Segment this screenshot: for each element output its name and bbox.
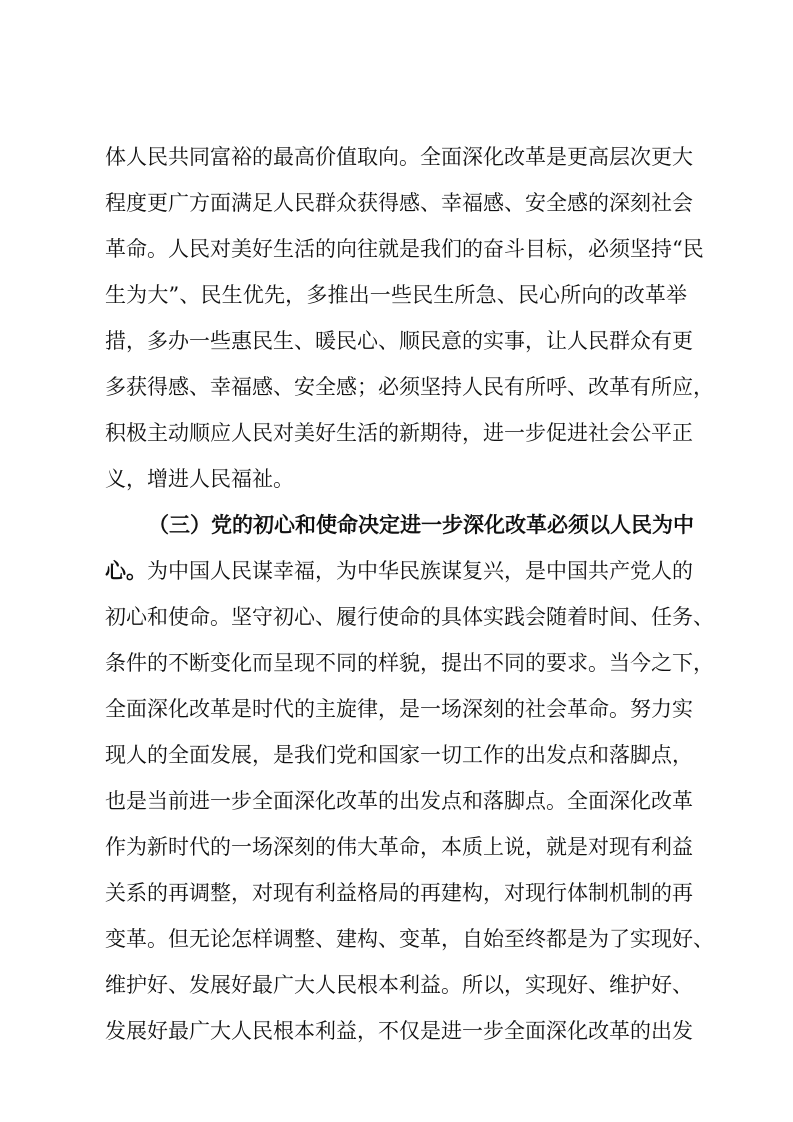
body-text-line: 作为新时代的一场深刻的伟大革命，本质上说，就是对现有利益 [105,835,693,859]
body-text-line: 多获得感、幸福感、安全感；必须坚持人民有所呼、改革有所应， [105,375,714,399]
body-text-line: 生为大”、民生优先，多推出一些民生所急、民心所向的改革举 [105,283,687,307]
body-text-line: 初心和使命。坚守初心、履行使命的具体实践会随着时间、任务、 [105,605,714,629]
body-text-line: 全面深化改革是时代的主旋律，是一场深刻的社会革命。努力实 [105,697,693,721]
body-text-line: 革命。人民对美好生活的向往就是我们的奋斗目标，必须坚持“民 [105,237,704,261]
body-text-line: 条件的不断变化而呈现不同的样貌，提出不同的要求。当今之下， [105,651,714,675]
body-text-line: 变革。但无论怎样调整、建构、变革，自始至终都是为了实现好、 [105,927,714,951]
body-text-line: 体人民共同富裕的最高价值取向。全面深化改革是更高层次更大 [105,145,693,169]
body-text-line: 维护好、发展好最广大人民根本利益。所以，实现好、维护好、 [105,973,693,997]
body-text-line: 也是当前进一步全面深化改革的出发点和落脚点。全面深化改革 [105,789,693,813]
body-text-line: 现人的全面发展，是我们党和国家一切工作的出发点和落脚点， [105,743,693,767]
body-text-line: 义，增进人民福祉。 [105,467,294,491]
body-text-line [105,551,693,591]
body-text-line: 程度更广方面满足人民群众获得感、幸福感、安全感的深刻社会 [105,191,693,215]
body-text-segment: 为中国人民谋幸福，为中华民族谋复兴，是中国共产党人的 [147,559,693,583]
body-text-line: 积极主动顺应人民对美好生活的新期待，进一步促进社会公平正 [105,421,693,445]
body-text-line: 关系的再调整，对现有利益格局的再建构，对现行体制机制的再 [105,881,693,905]
section-heading-end: 心。 [105,558,147,583]
body-text-line: 发展好最广大人民根本利益，不仅是进一步全面深化改革的出发 [105,1019,693,1043]
section-heading: （三）党的初心和使命决定进一步深化改革必须以人民为中 [148,512,694,537]
body-text-line: 措，多办一些惠民生、暖民心、顺民意的实事，让人民群众有更 [105,329,693,353]
